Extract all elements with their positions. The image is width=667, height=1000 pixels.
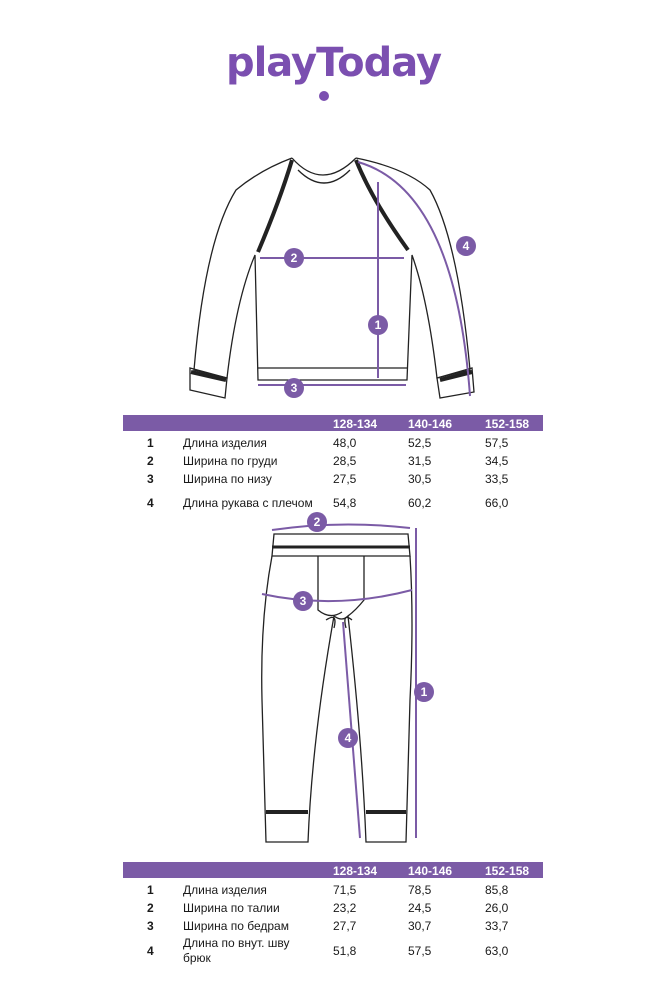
marker-4: 4 [462,239,470,253]
brand-logo: playToday [225,40,442,86]
table-row: 2 Ширина по груди 28,5 31,5 34,5 [147,454,509,468]
marker-3: 3 [290,381,298,395]
logo-dot [319,91,329,101]
table-header: 128-134 140-146 152-158 [123,415,543,431]
table-row: 1 Длина изделия 71,5 78,5 85,8 [147,883,509,897]
bottom-size-table [123,862,543,968]
table-row: 1 Длина изделия 48,0 52,5 57,5 [147,436,509,450]
table-row: 2 Ширина по талии 23,2 24,5 26,0 [147,901,509,915]
sweatshirt-diagram [0,150,667,410]
pants-diagram [0,510,667,850]
marker-1: 1 [374,318,382,332]
marker-4: 4 [344,731,352,745]
marker-3: 3 [299,594,307,608]
table-header: 128-134 140-146 152-158 [123,862,543,878]
table-row: 3 Ширина по бедрам 27,7 30,7 33,7 [147,919,509,933]
marker-1: 1 [420,685,428,699]
marker-2: 2 [290,251,298,265]
table-row: 3 Ширина по низу 27,5 30,5 33,5 [147,472,509,486]
table-row: 4 Длина по внут. шву брюк 51,8 57,5 63,0 [147,936,509,965]
top-size-table [123,415,543,511]
marker-2: 2 [313,515,321,529]
table-row: 4 Длина рукава с плечом 54,8 60,2 66,0 [147,496,509,510]
